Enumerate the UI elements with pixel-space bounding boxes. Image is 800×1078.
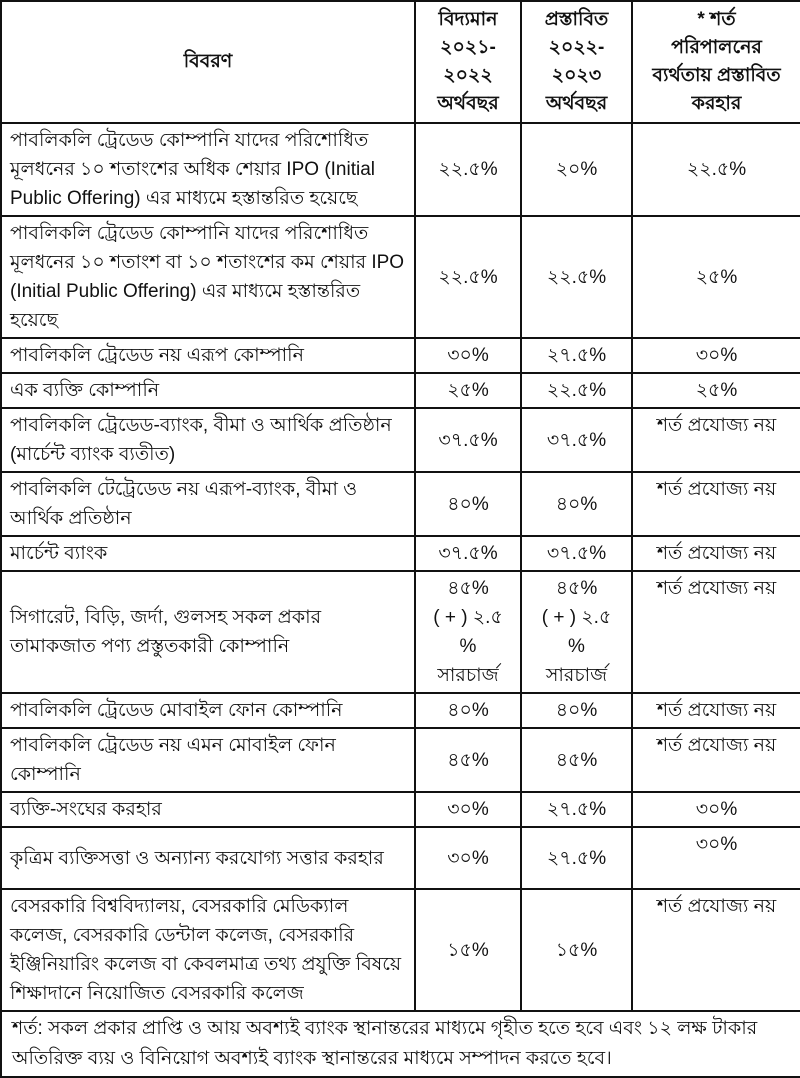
existing-rate-cell: ৩০% bbox=[415, 792, 521, 827]
proposed-rate-cell: ৪০% bbox=[521, 472, 632, 536]
existing-rate-cell: ৪৫% bbox=[415, 728, 521, 792]
failure-rate-cell: ৩০% bbox=[632, 827, 800, 889]
failure-rate-cell: শর্ত প্রযোজ্য নয় bbox=[632, 571, 800, 693]
row-description: পাবলিকলি ট্রেডেড কোম্পানি যাদের পরিশোধিত মূলধনের ১০ শতাংশের অধিক শেয়ার IPO (Initial Public Offering) এর মাধ্যমে হস্তান্তরিত হয়েছে bbox=[1, 123, 415, 216]
failure-rate-cell: শর্ত প্রযোজ্য নয় bbox=[632, 472, 800, 536]
rate-line: % bbox=[568, 636, 585, 657]
proposed-rate-cell: ৩৭.৫% bbox=[521, 536, 632, 571]
row-description: পাবলিকলি ট্রেডেড কোম্পানি যাদের পরিশোধিত মূলধনের ১০ শতাংশ বা ১০ শতাংশের কম শেয়ার IPO (Initial Public Offering) এর মাধ্যমে হস্তান্তরিত হয়েছে bbox=[1, 216, 415, 338]
rate-line: ৪৫% bbox=[555, 578, 598, 599]
failure-rate-cell: শর্ত প্রযোজ্য নয় bbox=[632, 889, 800, 1011]
proposed-rate-cell: ২৭.৫% bbox=[521, 792, 632, 827]
failure-rate-cell: ২৫% bbox=[632, 373, 800, 408]
failure-rate-cell: ৩০% bbox=[632, 338, 800, 373]
proposed-rate-cell: ২৭.৫% bbox=[521, 338, 632, 373]
row-description: মার্চেন্ট ব্যাংক bbox=[1, 536, 415, 571]
header-existing-rate bbox=[415, 1, 521, 123]
row-description: পাবলিকলি টেট্রেডেড নয় এরূপ-ব্যাংক, বীমা ও আর্থিক প্রতিষ্ঠান bbox=[1, 472, 415, 536]
table-row bbox=[1, 693, 800, 728]
existing-rate-cell: ৪০% bbox=[415, 693, 521, 728]
table-row bbox=[1, 536, 800, 571]
header-line: ২০২২- bbox=[548, 37, 605, 58]
row-description: বেসরকারি বিশ্ববিদ্যালয়, বেসরকারি মেডিক্যাল কলেজ, বেসরকারি ডেন্টাল কলেজ, বেসরকারি ইঞ্জিনিয়ারিং কলেজ বা কেবলমাত্র তথ্য প্রযুক্তি বিষয়ে শিক্ষাদানে নিয়োজিত বেসরকারি কলেজ bbox=[1, 889, 415, 1011]
table-row bbox=[1, 889, 800, 1011]
proposed-rate-cell: ৩৭.৫% bbox=[521, 408, 632, 472]
header-line: ২০২২ bbox=[443, 65, 493, 86]
row-description: কৃত্রিম ব্যক্তিসত্তা ও অন্যান্য করযোগ্য সত্তার করহার bbox=[1, 827, 415, 889]
table-header-row bbox=[1, 1, 800, 123]
proposed-rate-cell: ২০% bbox=[521, 123, 632, 216]
header-line: * শর্ত bbox=[697, 9, 736, 30]
header-proposed-rate bbox=[521, 1, 632, 123]
row-description: পাবলিকলি ট্রেডেড নয় এমন মোবাইল ফোন কোম্পানি bbox=[1, 728, 415, 792]
failure-rate-cell: শর্ত প্রযোজ্য নয় bbox=[632, 693, 800, 728]
table-row bbox=[1, 216, 800, 338]
existing-rate-cell: ৩০% bbox=[415, 827, 521, 889]
table-row bbox=[1, 472, 800, 536]
rate-line: ( + ) ২.৫ bbox=[433, 607, 503, 628]
proposed-rate-cell bbox=[521, 571, 632, 693]
row-description: ব্যক্তি-সংঘের করহার bbox=[1, 792, 415, 827]
existing-rate-cell: ৩৭.৫% bbox=[415, 408, 521, 472]
proposed-rate-cell: ১৫% bbox=[521, 889, 632, 1011]
proposed-rate-cell: ২২.৫% bbox=[521, 216, 632, 338]
row-description: পাবলিকলি ট্রেডেড-ব্যাংক, বীমা ও আর্থিক প্রতিষ্ঠান (মার্চেন্ট ব্যাংক ব্যতীত) bbox=[1, 408, 415, 472]
existing-rate-cell: ২২.৫% bbox=[415, 216, 521, 338]
row-description: পাবলিকলি ট্রেডেড মোবাইল ফোন কোম্পানি bbox=[1, 693, 415, 728]
header-line: অর্থবছর bbox=[437, 93, 499, 114]
failure-rate-cell: শর্ত প্রযোজ্য নয় bbox=[632, 728, 800, 792]
header-line: প্রস্তাবিত bbox=[544, 9, 609, 30]
row-description: সিগারেট, বিড়ি, জর্দা, গুলসহ সকল প্রকার তামাকজাত পণ্য প্রস্তুতকারী কোম্পানি bbox=[1, 571, 415, 693]
failure-rate-cell: ৩০% bbox=[632, 792, 800, 827]
rate-line: ( + ) ২.৫ bbox=[541, 607, 612, 628]
row-description: পাবলিকলি ট্রেডেড নয় এরূপ কোম্পানি bbox=[1, 338, 415, 373]
footnote: শর্ত: সকল প্রকার প্রাপ্তি ও আয় অবশ্যই ব্যাংক স্থানান্তরের মাধ্যমে গৃহীত হতে হবে এবং ১২ লক্ষ টাকার অতিরিক্ত ব্যয় ও বিনিয়োগ অবশ্যই ব্যাংক স্থানান্তরের মাধ্যমে সম্পাদন করতে হবে। bbox=[1, 1011, 800, 1077]
existing-rate-cell: ৩০% bbox=[415, 338, 521, 373]
failure-rate-cell: ২৫% bbox=[632, 216, 800, 338]
table-row bbox=[1, 373, 800, 408]
existing-rate-cell: ২২.৫% bbox=[415, 123, 521, 216]
row-description: এক ব্যক্তি কোম্পানি bbox=[1, 373, 415, 408]
failure-rate-cell: ২২.৫% bbox=[632, 123, 800, 216]
header-line: অর্থবছর bbox=[545, 93, 608, 114]
header-description: বিবরণ bbox=[1, 1, 415, 123]
existing-rate-cell: ৩৭.৫% bbox=[415, 536, 521, 571]
header-line: করহার bbox=[691, 93, 742, 114]
rate-line: সারচার্জ bbox=[437, 665, 499, 686]
table-row bbox=[1, 408, 800, 472]
proposed-rate-cell: ৪০% bbox=[521, 693, 632, 728]
header-failure-rate bbox=[632, 1, 800, 123]
rate-line: ৪৫% bbox=[447, 578, 489, 599]
proposed-rate-cell: ৪৫% bbox=[521, 728, 632, 792]
header-line: বিদ্যমান bbox=[438, 9, 498, 30]
header-line: ব্যর্থতায় প্রস্তাবিত bbox=[652, 65, 781, 86]
existing-rate-cell bbox=[415, 571, 521, 693]
rate-line: সারচার্জ bbox=[545, 665, 608, 686]
table-row bbox=[1, 123, 800, 216]
table-row bbox=[1, 827, 800, 889]
existing-rate-cell: ৪০% bbox=[415, 472, 521, 536]
header-line: পরিপালনের bbox=[671, 37, 762, 58]
table-row bbox=[1, 338, 800, 373]
header-line: ২০২১- bbox=[440, 37, 496, 58]
existing-rate-cell: ২৫% bbox=[415, 373, 521, 408]
header-line: ২০২৩ bbox=[551, 65, 602, 86]
existing-rate-cell: ১৫% bbox=[415, 889, 521, 1011]
table-row bbox=[1, 728, 800, 792]
failure-rate-cell: শর্ত প্রযোজ্য নয় bbox=[632, 408, 800, 472]
table-row bbox=[1, 792, 800, 827]
table-row bbox=[1, 571, 800, 693]
footnote-row bbox=[1, 1011, 800, 1077]
rate-line: % bbox=[459, 636, 477, 657]
proposed-rate-cell: ২২.৫% bbox=[521, 373, 632, 408]
failure-rate-cell: শর্ত প্রযোজ্য নয় bbox=[632, 536, 800, 571]
proposed-rate-cell: ২৭.৫% bbox=[521, 827, 632, 889]
